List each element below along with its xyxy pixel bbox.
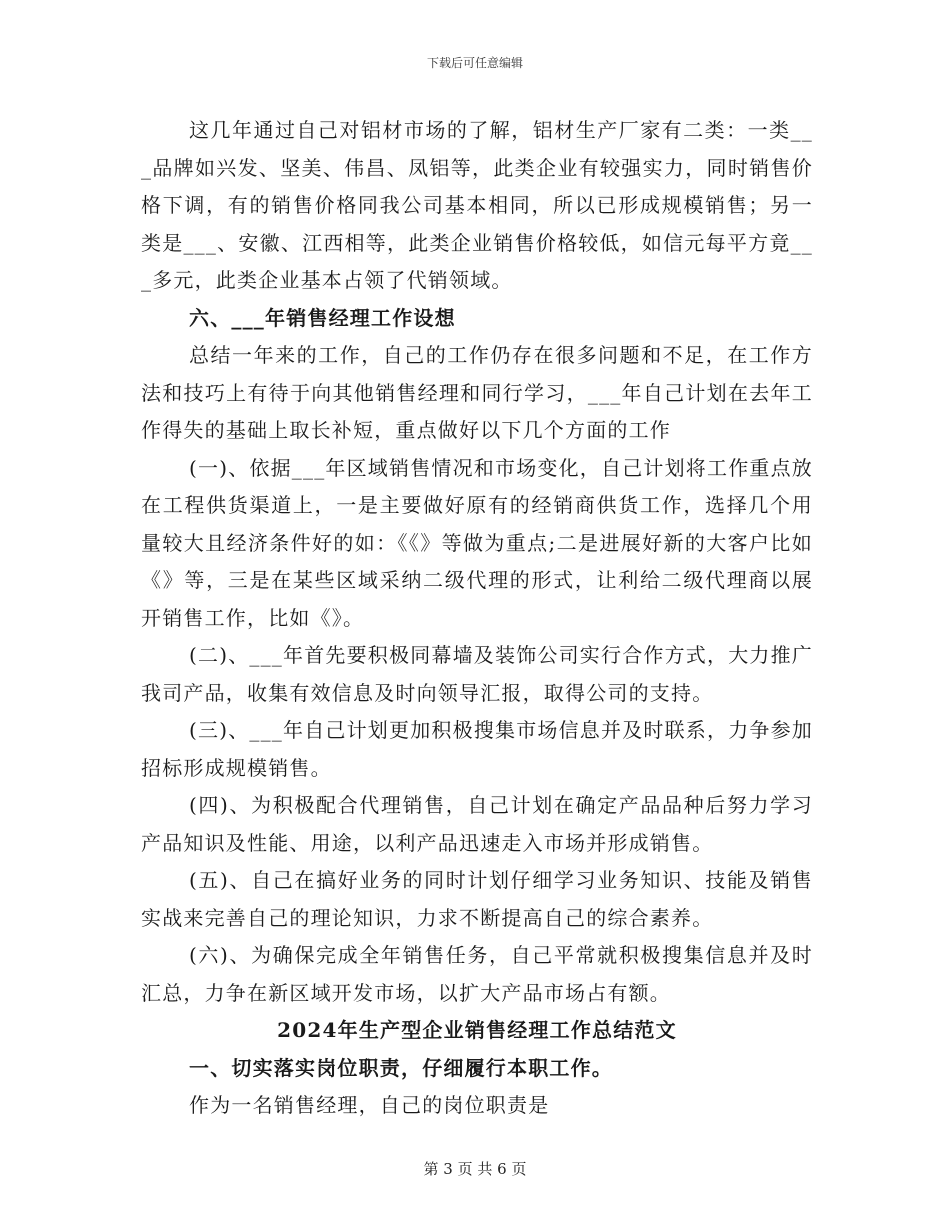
document-body — [141, 112, 813, 1125]
section-heading-duties: 一、切实落实岗位职责，仔细履行本职工作。 — [189, 1055, 613, 1080]
section-heading-plan: 六、___年销售经理工作设想 — [189, 305, 456, 330]
document-title: 2024年生产型企业销售经理工作总结范文 — [277, 1018, 677, 1042]
paragraph-plan-item-4: (四)、为积极配合代理销售，自己计划在确定产品品种后努力学习产品知识及性能、用途，以利产品迅速走入市场并形成销售。 — [141, 793, 813, 855]
paragraph-plan-item-5: (五)、自己在搞好业务的同时计划仔细学习业务知识、技能及销售实战来完善自己的理论知识，力求不断提高自己的综合素养。 — [141, 868, 813, 930]
paragraph-market-overview: 这几年通过自己对铝材市场的了解，铝材生产厂家有二类：一类___品牌如兴发、坚美、伟昌、凤铝等，此类企业有较强实力，同时销售价格下调，有的销售价格同我公司基本相同，所以已形成规模销售；另一类是___、安徽、江西相等，此类企业销售价格较低，如信元每平方竟___多元，此类企业基本占领了代销领域。 — [141, 118, 813, 292]
paragraph-duties-intro: 作为一名销售经理，自己的岗位职责是 — [189, 1093, 550, 1117]
paragraph-plan-item-1: (一)、依据___年区域销售情况和市场变化，自己计划将工作重点放在工程供货渠道上，一是主要做好原有的经销商供货工作，选择几个用量较大且经济条件好的如：《《》等做为重点;二是进展好新的大客户比如《》等，三是在某些区域采纳二级代理的形式，让利给二级代理商以展开销售工作，比如《》。 — [141, 455, 814, 630]
page-header-note: 下载后可任意编辑 — [426, 56, 523, 70]
paragraph-plan-item-3: (三)、___年自己计划更加积极搜集市场信息并及时联系，力争参加招标形成规模销售。 — [141, 718, 814, 780]
paragraph-plan-summary: 总结一年来的工作，自己的工作仍存在很多问题和不足，在工作方法和技巧上有待于向其他销售经理和同行学习，___年自己计划在去年工作得失的基础上取长补短，重点做好以下几个方面的工作 — [141, 343, 813, 442]
paragraph-plan-item-6: (六)、为确保完成全年销售任务，自己平常就积极搜集信息并及时汇总，力争在新区域开发市场，以扩大产品市场占有额。 — [141, 943, 813, 1005]
page-number: 第 3 页 共 6 页 — [423, 1160, 527, 1178]
paragraph-plan-item-2: (二)、___年首先要积极同幕墙及装饰公司实行合作方式，大力推广我司产品，收集有效信息及时向领导汇报，取得公司的支持。 — [141, 643, 814, 705]
